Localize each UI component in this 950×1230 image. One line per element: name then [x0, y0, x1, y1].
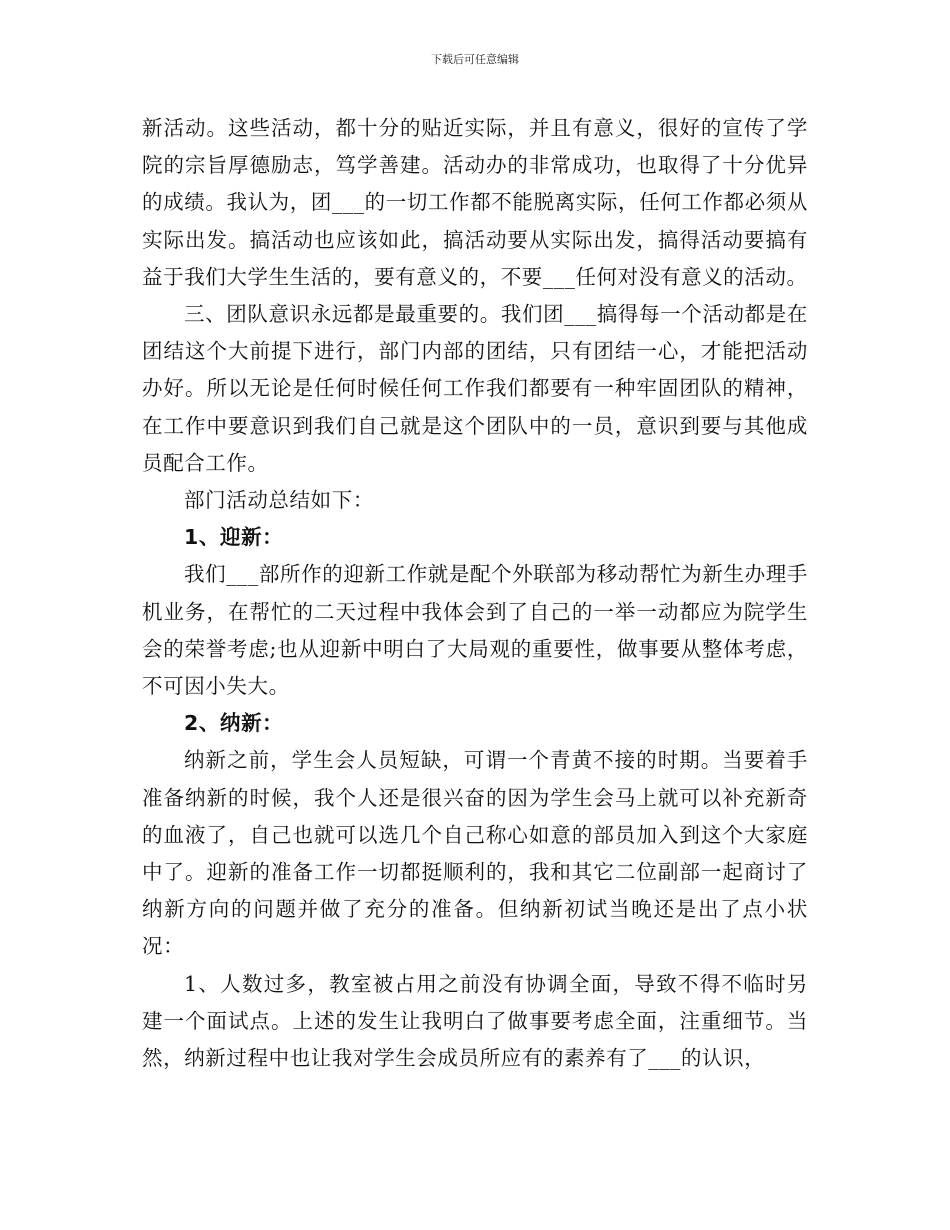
- paragraph-3: 部门活动总结如下：: [184, 488, 374, 513]
- document-body: [142, 110, 808, 1077]
- paragraph-4: 我们___部所作的迎新工作就是配个外联部为移动帮忙为新生办理手机业务，在帮忙的二天过程中我体会到了自己的一举一动都应为院学生会的荣誉考虑;也从迎新中明白了大局观的重要性，做事要从整体考虑，不可因小失大。: [142, 562, 808, 699]
- paragraph-1: 新活动。这些活动，都十分的贴近实际，并且有意义，很好的宣传了学院的宗旨厚德励志，笃学善建。活动办的非常成功，也取得了十分优异的成绩。我认为，团___的一切工作都不能脱离实际，任何工作都必须从实际出发。搞活动也应该如此，搞活动要从实际出发，搞得活动要搞有益于我们大学生生活的，要有意义的，不要___任何对没有意义的活动。: [142, 116, 808, 289]
- paragraph-5: 纳新之前，学生会人员短缺，可谓一个青黄不接的时期。当要着手准备纳新的时候，我个人还是很兴奋的因为学生会马上就可以补充新奇的血液了，自己也就可以选几个自己称心如意的部员加入到这个大家庭中了。迎新的准备工作一切都挺顺利的，我和其它二位副部一起商讨了纳新方向的问题并做了充分的准备。但纳新初试当晚还是出了点小状况：: [142, 748, 808, 959]
- paragraph-6: 1、人数过多，教室被占用之前没有协调全面，导致不得不临时另建一个面试点。上述的发生让我明白了做事要考虑全面，注重细节。当然，纳新过程中也让我对学生会成员所应有的素养有了___的认识，: [142, 971, 808, 1071]
- section-heading-2: 2、纳新：: [184, 711, 284, 736]
- paragraph-2: 三、团队意识永远都是最重要的。我们团___搞得每一个活动都是在团结这个大前提下进行，部门内部的团结，只有团结一心，才能把活动办好。所以无论是任何时候任何工作我们都要有一种牢固团队的精神，在工作中要意识到我们自己就是这个团队中的一员，意识到要与其他成员配合工作。: [142, 302, 808, 475]
- section-heading-1: 1、迎新：: [184, 525, 284, 550]
- page-header: 下载后可任意编辑: [431, 53, 519, 66]
